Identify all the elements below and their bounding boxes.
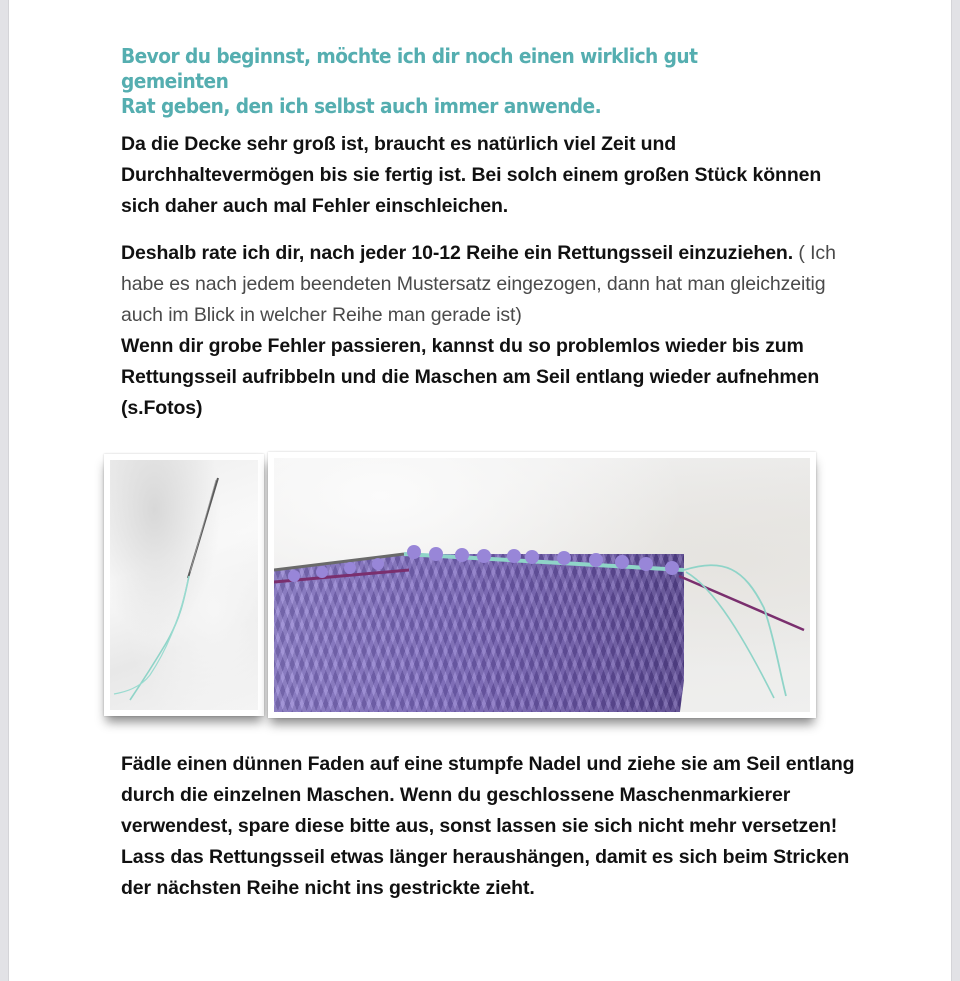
left-page-gutter xyxy=(0,0,8,981)
heading-line-2: Rat geben, den ich selbst auch immer anwende. xyxy=(121,94,602,118)
advice-bold-outro: Wenn dir grobe Fehler passieren, kannst du so problemlos wieder bis zum Rettungsseil aufribbeln und die Maschen am Seil entlang wieder aufnehmen (s.Fotos) xyxy=(121,335,820,419)
advice-light-note: ( Ich habe es nach jedem beendeten Mustersatz eingezogen, dann hat man gleichzeitig auch im Blick in welcher Reihe man gerade ist) xyxy=(121,242,836,326)
needles-and-thread-illustration xyxy=(274,458,810,712)
needle-thread-illustration xyxy=(110,460,258,710)
advice-bold-intro: Deshalb rate ich dir, nach jeder 10-12 Reihe ein Rettungsseil einzuziehen. xyxy=(121,242,794,264)
photo-needle-thread-image xyxy=(110,460,258,710)
section-heading xyxy=(121,44,809,119)
paragraph-intro: Da die Decke sehr groß ist, braucht es natürlich viel Zeit und Durchhaltevermögen bis sie fertig ist. Bei solch einem großen Stück können sich daher auch mal Fehler einschleichen. xyxy=(121,133,822,217)
paragraph-instructions: Fädle einen dünnen Faden auf eine stumpfe Nadel und ziehe sie am Seil entlang durch die einzelnen Maschen. Wenn du geschlossene Maschenmarkierer verwendest, spare diese bitte aus, sonst lassen sie sich nicht mehr versetzen! Lass das Rettungsseil etwas länger heraushängen, damit es sich beim Stricken der nächsten Reihe nicht ins gestrickte zieht. xyxy=(121,753,855,899)
right-scroll-gutter xyxy=(952,0,960,981)
photo-needle-thread xyxy=(104,454,264,716)
heading-line-1: Bevor du beginnst, möchte ich dir noch einen wirklich gut gemeinten xyxy=(121,44,698,93)
photo-knitting-rescue-line xyxy=(268,452,816,718)
photo-knitting-rescue-line-image xyxy=(274,458,810,712)
paragraph-rescue-line-advice xyxy=(121,238,861,424)
